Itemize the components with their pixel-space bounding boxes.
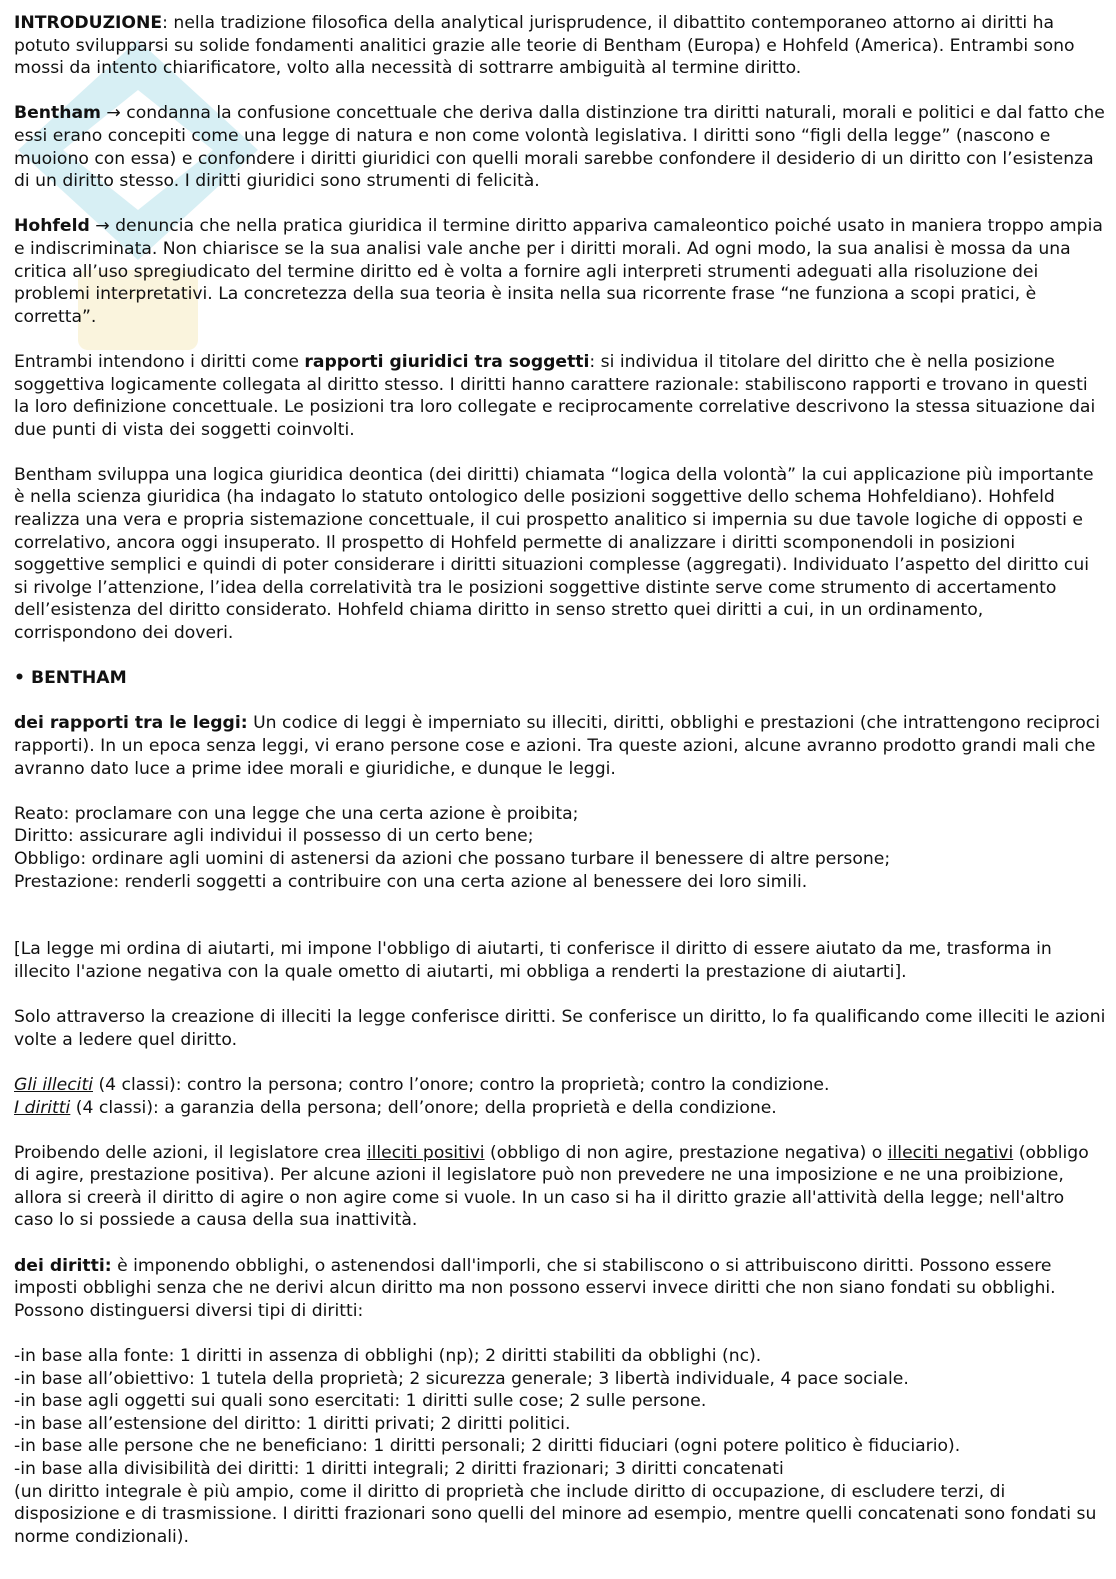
dei-diritti-label: dei diritti: bbox=[14, 1255, 112, 1276]
example-paragraph: [La legge mi ordina di aiutarti, mi impone l'obbligo di aiutarti, ti conferisce il diritto di essere aiutato da me, trasforma in illecito l'azione negativa con la quale ometto di aiutarti, mi obbliga a renderti la prestazione di aiutarti]. bbox=[14, 939, 1052, 982]
illeciti-classes-line bbox=[14, 1074, 1106, 1097]
diritti-label: I diritti bbox=[14, 1097, 71, 1118]
intro-label: INTRODUZIONE bbox=[14, 13, 163, 33]
proibendo-c: (obbligo di agire, prestazione positiva). Per alcune azioni il legislatore può non prevedere ne una imposizione e ne una proibizione, allora si creerà il diritto di agire o non agire come si vuole. In un caso si ha il diritto grazie all'attività della legge; nell'altro caso lo si possiede a causa della sua inattività. bbox=[14, 1142, 1089, 1231]
illeciti-label: Gli illeciti bbox=[14, 1074, 93, 1095]
proibendo-a: Proibendo delle azioni, il legislatore crea bbox=[14, 1142, 367, 1163]
bentham-intro-text: → condanna la confusione concettuale che deriva dalla distinzione tra diritti naturali, morali e politici e dal fatto che essi erano concepiti come una legge di natura e non come volontà legislativa. I diritti sono “figli della legge” (nascono e muoiono con essa) e confondere i diritti giuridici con quelli morali sarebbe confondere il desiderio di un diritto con l’esistenza di un diritto stesso. I diritti giuridici sono strumenti di felicità. bbox=[14, 103, 1105, 192]
definition-obbligo: Obbligo: ordinare agli uomini di astenersi da azioni che possano turbare il benessere di altre persone; bbox=[14, 848, 891, 869]
rapporti-bold: rapporti giuridici tra soggetti bbox=[304, 351, 590, 372]
type-oggetti: -in base agli oggetti sui quali sono esercitati: 1 diritti sulle cose; 2 sulle persone. bbox=[14, 1391, 707, 1412]
dei-diritti-paragraph bbox=[14, 1255, 1106, 1323]
intro-text: : nella tradizione filosofica della analytical jurisprudence, il dibattito contemporaneo attorno ai diritti ha potuto svilupparsi su solide fondamenti analitici grazie alle teorie di Bentham (Europa) e Hohfeld (America). Entrambi sono mossi da intento chiarificatore, volto alla necessità di sottrarre ambiguità al termine diritto. bbox=[14, 13, 1075, 79]
type-divisibilita: -in base alla divisibilità dei diritti: 1 diritti integrali; 2 diritti frazionari; 3 diritti concatenati bbox=[14, 1459, 784, 1479]
type-estensione: -in base all’estensione del diritto: 1 diritti privati; 2 diritti politici. bbox=[14, 1413, 571, 1434]
rapporti-leggi-paragraph bbox=[14, 712, 1106, 780]
illeciti-positivi: illeciti positivi bbox=[366, 1142, 485, 1163]
rapporti-before: Entrambi intendono i diritti come bbox=[14, 351, 305, 372]
type-persone: -in base alle persone che ne beneficiano: 1 diritti personali; 2 diritti fiduciari (ogni potere politico è fiduciario). bbox=[14, 1436, 961, 1457]
definition-reato: Reato: proclamare con una legge che una certa azione è proibita; bbox=[14, 803, 579, 824]
rapporti-paragraph bbox=[14, 351, 1106, 441]
dei-diritti-text: è imponendo obblighi, o astenendosi dall'imporli, che si stabiliscono o si attribuiscono diritti. Possono essere imposti obblighi senza che ne derivi alcun diritto ma non possono esservi invece diritti che non siano fondati su obblighi. Possono distinguersi diversi tipi di diritti: bbox=[14, 1255, 1056, 1321]
definition-prestazione: Prestazione: renderli soggetti a contribuire con una certa azione al benessere dei loro simili. bbox=[14, 871, 808, 892]
types-list bbox=[14, 1345, 1106, 1481]
proibendo-b: (obbligo di non agire, prestazione negativa) o bbox=[484, 1142, 888, 1163]
illeciti-text: (4 classi): contro la persona; contro l’onore; contro la proprietà; contro la condizione. bbox=[92, 1074, 830, 1095]
diritti-text: (4 classi): a garanzia della persona; dell’onore; della proprietà e della condizione. bbox=[70, 1097, 777, 1118]
hohfeld-intro-text: → denuncia che nella pratica giuridica il termine diritto appariva camaleontico poiché usato in maniera troppo ampia e indiscriminata. Non chiarisce se la sua analisi vale anche per i diritti morali. Ad ogni modo, la sua analisi è mossa da una critica all’uso spregiudicato del termine diritto ed è volta a fornire agli interpreti strumenti adeguati alla risoluzione dei problemi interpretativi. La concretezza della sua teoria è insita nella sua ricorrente frase “ne funziona a scopi pratici, è corretta”. bbox=[14, 216, 1103, 327]
rapporti-leggi-text: Un codice di leggi è imperniato su illeciti, diritti, obblighi e prestazioni (che intrattengono reciproci rapporti). In un epoca senza leggi, vi erano persone cose e azioni. Tra queste azioni, alcune avranno prodotto grandi mali che avranno dato luce a prime idee morali e giuridiche, e dunque le leggi. bbox=[14, 713, 1100, 779]
section-heading-bentham bbox=[14, 667, 1106, 690]
section-heading-text: • BENTHAM bbox=[14, 668, 127, 689]
intro-paragraph bbox=[14, 12, 1106, 80]
hohfeld-intro-paragraph bbox=[14, 215, 1106, 328]
definition-diritto: Diritto: assicurare agli individui il possesso di un certo bene; bbox=[14, 826, 534, 847]
hohfeld-label: Hohfeld bbox=[14, 216, 90, 237]
illeciti-negativi: illeciti negativi bbox=[887, 1142, 1014, 1163]
diritti-classes-line bbox=[14, 1097, 1106, 1120]
solo-paragraph: Solo attraverso la creazione di illeciti la legge conferisce diritti. Se conferisce un diritto, lo fa qualificando come illeciti le azioni volte a ledere quel diritto. bbox=[14, 1007, 1106, 1050]
rapporti-after: : si individua il titolare del diritto che è nella posizione soggettiva logicamente collegata al diritto stesso. I diritti hanno carattere razionale: stabiliscono rapporti e trovano in questi la loro definizione concettuale. Le posizioni tra loro collegate e reciprocamente correlative descrivono la stessa situazione dai due punti di vista dei soggetti coinvolti. bbox=[14, 351, 1096, 440]
type-obiettivo: -in base all’obiettivo: 1 tutela della proprietà; 2 sicurezza generale; 3 libertà individuale, 4 pace sociale. bbox=[14, 1368, 909, 1389]
bentham-intro-paragraph bbox=[14, 102, 1106, 192]
document-page bbox=[14, 12, 1106, 1571]
closing-paragraph: (un diritto integrale è più ampio, come il diritto di proprietà che include diritto di occupazione, di escludere terzi, di disposizione e di trasmissione. I diritti frazionari sono quelli del minore ad esempio, mentre quelli concatenati sono fondati su norme condizionali). bbox=[14, 1481, 1097, 1547]
proibendo-paragraph bbox=[14, 1142, 1106, 1232]
rapporti-leggi-label: dei rapporti tra le leggi: bbox=[14, 713, 248, 734]
bentham-label: Bentham bbox=[14, 103, 101, 124]
type-fonte: -in base alla fonte: 1 diritti in assenza di obblighi (np); 2 diritti stabiliti da obblighi (nc). bbox=[14, 1346, 762, 1367]
logica-paragraph: Bentham sviluppa una logica giuridica deontica (dei diritti) chiamata “logica della volontà” la cui applicazione più importante è nella scienza giuridica (ha indagato lo statuto ontologico delle posizioni soggettive dello schema Hohfeldiano). Hohfeld realizza una vera e propria sistemazione concettuale, il cui prospetto analitico si impernia su due tavole logiche di opposti e correlativo, ancora oggi insuperato. Il prospetto di Hohfeld permette di analizzare i diritti scomponendoli in posizioni soggettive semplici e quindi di poter considerare i diritti situazioni complesse (aggregati). Individuato l’aspetto del diritto cui si rivolge l’attenzione, l’idea della correlatività tra le posizioni soggettive distinte serve come strumento di accertamento dell’esistenza del diritto considerato. Hohfeld chiama diritto in senso stretto quei diritti a cui, in un ordinamento, corrispondono dei doveri. bbox=[14, 464, 1094, 644]
